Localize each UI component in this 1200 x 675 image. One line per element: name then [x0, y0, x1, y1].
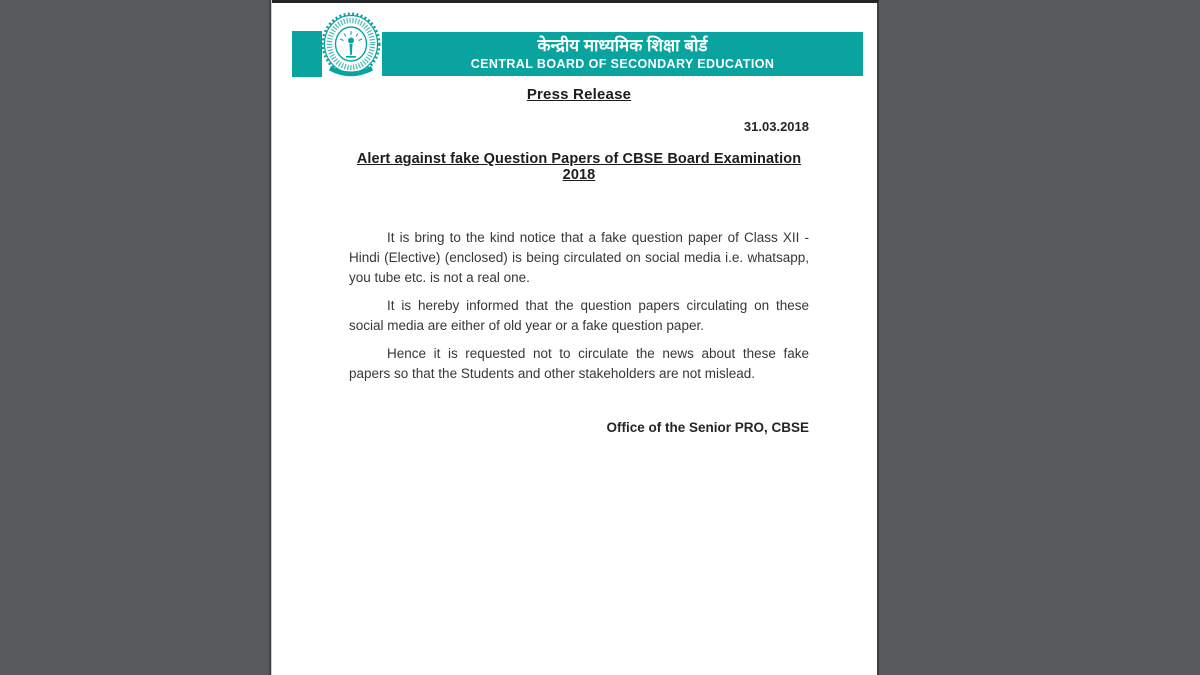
- document-title: Alert against fake Question Papers of CBSE Board Examination 2018: [356, 151, 802, 183]
- org-name-english: CENTRAL BOARD OF SECONDARY EDUCATION: [470, 57, 775, 71]
- press-release-page: [272, 0, 879, 675]
- paragraph-2: It is hereby informed that the question papers circulating on these social media are either of old year or a fake question paper.: [349, 298, 809, 333]
- date: 31.03.2018: [743, 119, 809, 134]
- press-release-heading: Press Release: [526, 86, 632, 103]
- signature: Office of the Senior PRO, CBSE: [606, 420, 809, 435]
- header-band: [382, 32, 863, 76]
- paragraph-1: It is bring to the kind notice that a fake question paper of Class XII - Hindi (Elective) (enclosed) is being circulated on social media i.e. whatsapp, you tube etc. is not a real one.: [349, 230, 809, 285]
- org-name-hindi: केन्द्रीय माध्यमिक शिक्षा बोर्ड: [537, 36, 708, 55]
- paragraph-3: Hence it is requested not to circulate the news about these fake papers so that the Students and other stakeholders are not mislead.: [349, 346, 809, 381]
- cbse-logo-icon: [320, 11, 382, 83]
- header-accent-square: [292, 31, 322, 77]
- document-body: [272, 87, 877, 435]
